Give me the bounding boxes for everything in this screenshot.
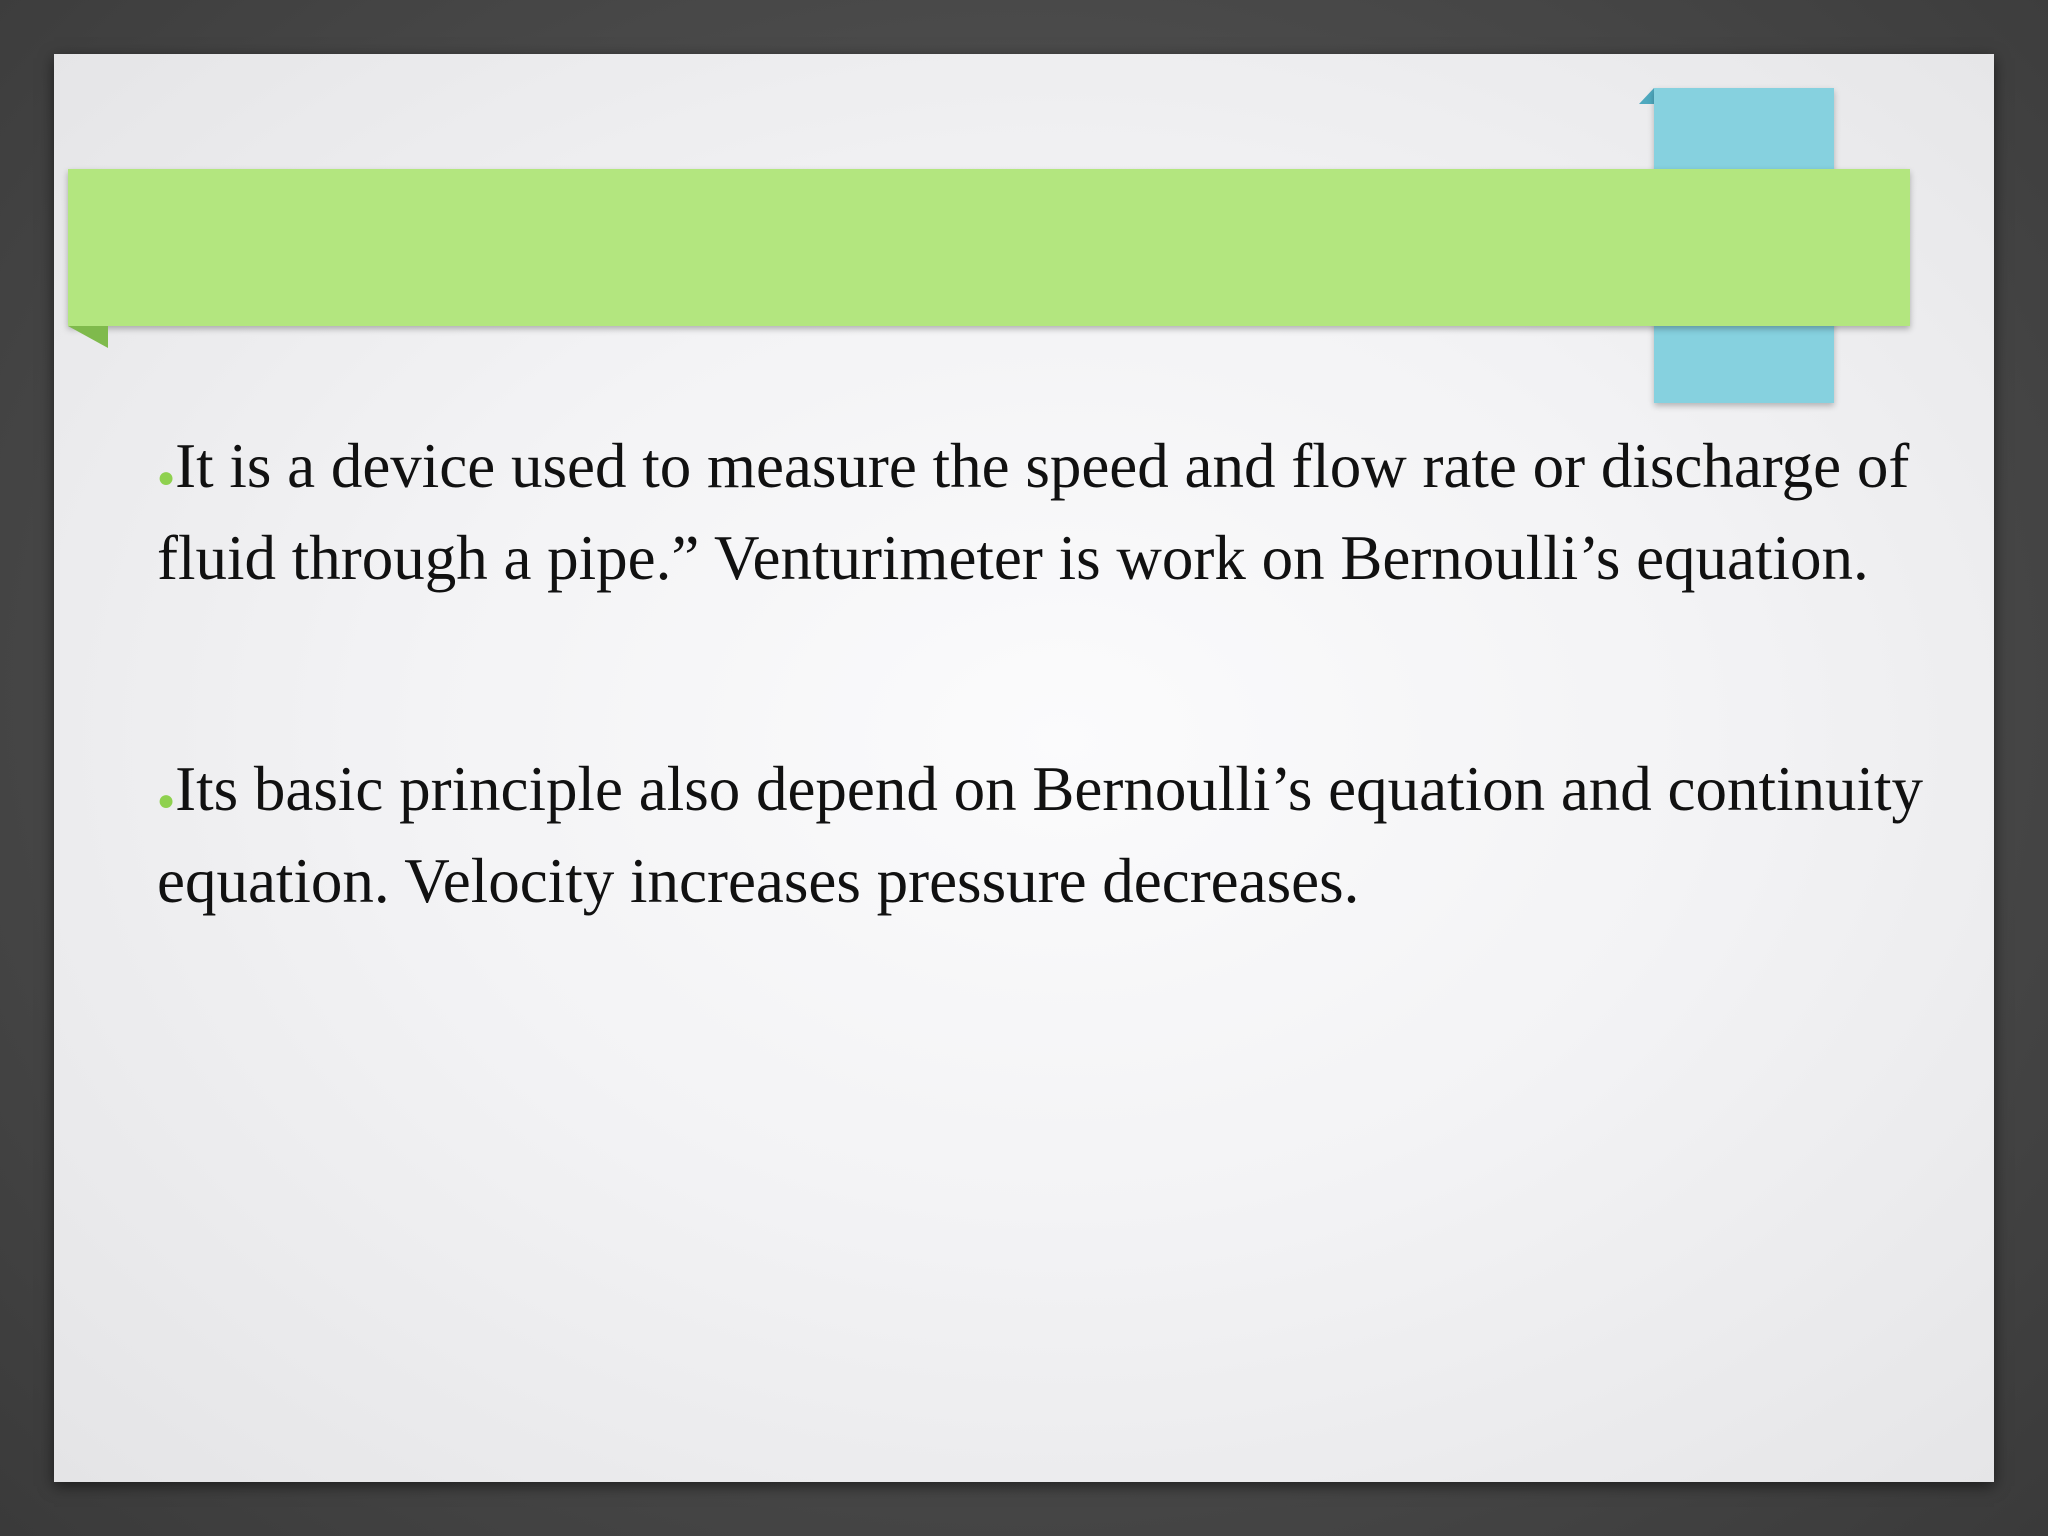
title-band-fold bbox=[68, 326, 108, 348]
blue-tab-fold bbox=[1639, 88, 1654, 104]
title-band bbox=[68, 169, 1910, 326]
slide-canvas bbox=[54, 54, 1994, 1482]
bullet-dot-icon: ● bbox=[157, 461, 176, 494]
bullet-dot-icon: ● bbox=[157, 784, 176, 817]
bullet-paragraph-1 bbox=[157, 426, 1957, 599]
bullet-text-1: It is a device used to measure the speed and flow rate or discharge of fluid through a pipe.” Venturimeter is work on Bernoulli’s equation. bbox=[157, 431, 1910, 593]
bullet-text-2: Its basic principle also depend on Bernoulli’s equation and continuity equation. Velocity increases pressure decreases. bbox=[157, 754, 1924, 916]
bullet-paragraph-2 bbox=[157, 749, 1957, 922]
slide-body bbox=[157, 426, 1957, 922]
